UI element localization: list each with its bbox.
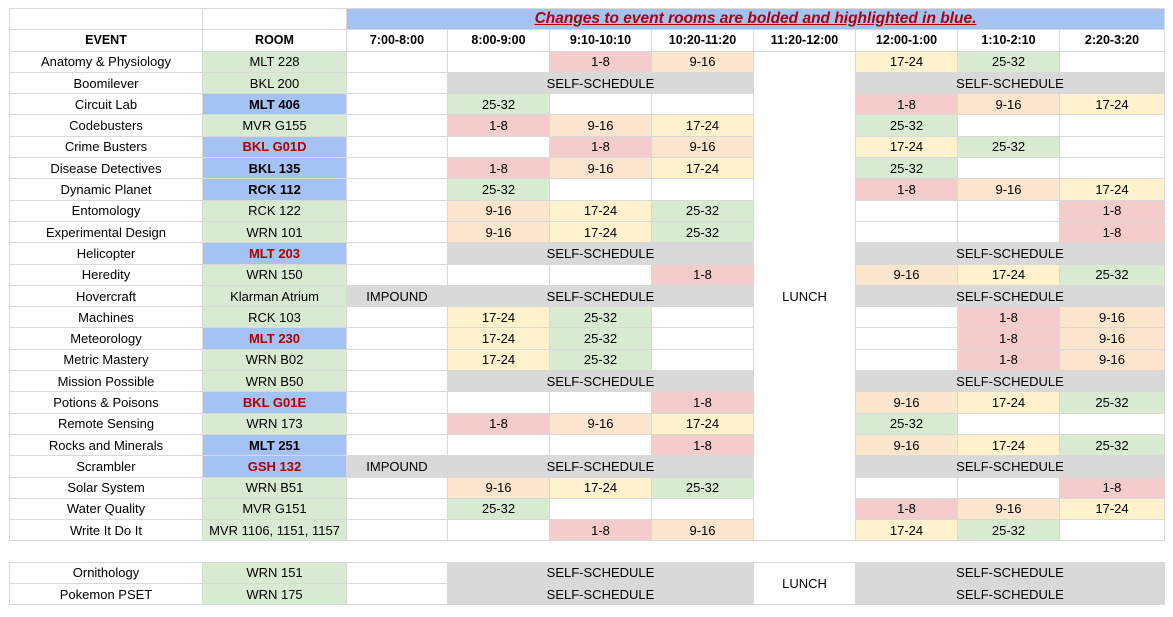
time-slot: 1-8 xyxy=(652,392,754,413)
time-slot: 9-16 xyxy=(448,221,550,242)
time-slot xyxy=(347,307,448,328)
time-slot xyxy=(347,392,448,413)
table-row xyxy=(10,264,1165,285)
event-name: Ornithology xyxy=(10,562,203,583)
time-slot xyxy=(856,477,958,498)
time-slot xyxy=(550,179,652,200)
event-name: Circuit Lab xyxy=(10,94,203,115)
room-cell: MLT 203 xyxy=(203,243,347,264)
time-slot xyxy=(347,158,448,179)
time-slot xyxy=(347,264,448,285)
time-slot: 17-24 xyxy=(448,328,550,349)
room-cell: BKL G01E xyxy=(203,392,347,413)
time-slot xyxy=(958,158,1060,179)
table-row xyxy=(10,562,1165,583)
time-slot xyxy=(347,221,448,242)
table-row xyxy=(10,349,1165,370)
time-slot: 9-16 xyxy=(652,136,754,157)
time-slot: 17-24 xyxy=(550,221,652,242)
event-name: Entomology xyxy=(10,200,203,221)
column-header: 8:00-9:00 xyxy=(448,30,550,51)
time-slot: 1-8 xyxy=(652,434,754,455)
time-slot: SELF-SCHEDULE xyxy=(448,285,754,306)
room-cell: MVR 1106, 1151, 1157 xyxy=(203,520,347,541)
event-name: Dynamic Planet xyxy=(10,179,203,200)
event-name: Codebusters xyxy=(10,115,203,136)
time-slot: 17-24 xyxy=(652,413,754,434)
time-slot xyxy=(347,94,448,115)
time-slot: 9-16 xyxy=(550,413,652,434)
time-slot: 25-32 xyxy=(652,477,754,498)
time-slot: 9-16 xyxy=(652,51,754,72)
table-row xyxy=(10,413,1165,434)
time-slot xyxy=(550,434,652,455)
time-slot: 9-16 xyxy=(448,200,550,221)
time-slot: SELF-SCHEDULE xyxy=(856,562,1165,583)
time-slot xyxy=(347,498,448,519)
time-slot xyxy=(347,562,448,583)
time-slot xyxy=(448,520,550,541)
time-slot xyxy=(347,51,448,72)
room-cell: MLT 251 xyxy=(203,434,347,455)
time-slot: 9-16 xyxy=(958,179,1060,200)
time-slot: 25-32 xyxy=(550,307,652,328)
time-slot: 25-32 xyxy=(448,179,550,200)
event-name: Boomilever xyxy=(10,72,203,93)
column-header: 12:00-1:00 xyxy=(856,30,958,51)
event-name: Crime Busters xyxy=(10,136,203,157)
notice-banner: Changes to event rooms are bolded and highlighted in blue. xyxy=(347,9,1165,30)
time-slot: SELF-SCHEDULE xyxy=(856,243,1165,264)
event-name: Heredity xyxy=(10,264,203,285)
time-slot: 9-16 xyxy=(856,434,958,455)
time-slot xyxy=(958,477,1060,498)
time-slot xyxy=(448,136,550,157)
room-cell: MVR G151 xyxy=(203,498,347,519)
time-slot: 1-8 xyxy=(958,349,1060,370)
table-row xyxy=(10,520,1165,541)
time-slot: 9-16 xyxy=(448,477,550,498)
time-slot: 9-16 xyxy=(550,115,652,136)
event-name: Pokemon PSET xyxy=(10,584,203,605)
time-slot: 1-8 xyxy=(958,307,1060,328)
time-slot xyxy=(347,136,448,157)
table-row xyxy=(10,328,1165,349)
time-slot: 1-8 xyxy=(856,179,958,200)
time-slot: 17-24 xyxy=(1060,94,1165,115)
table-row xyxy=(10,115,1165,136)
time-slot xyxy=(958,115,1060,136)
table-row xyxy=(10,371,1165,392)
table-row xyxy=(10,285,1165,306)
room-cell: WRN B02 xyxy=(203,349,347,370)
time-slot: 17-24 xyxy=(1060,498,1165,519)
room-cell: WRN 151 xyxy=(203,562,347,583)
time-slot: 1-8 xyxy=(448,115,550,136)
time-slot: 1-8 xyxy=(856,94,958,115)
time-slot: 25-32 xyxy=(856,413,958,434)
blank-cell xyxy=(203,9,347,30)
time-slot xyxy=(347,200,448,221)
time-slot xyxy=(347,413,448,434)
time-slot: 25-32 xyxy=(550,349,652,370)
blank-cell xyxy=(10,9,203,30)
event-name: Remote Sensing xyxy=(10,413,203,434)
event-name: Meteorology xyxy=(10,328,203,349)
time-slot xyxy=(550,392,652,413)
notice-row xyxy=(10,9,1165,30)
time-slot: SELF-SCHEDULE xyxy=(448,562,754,583)
event-name: Hovercraft xyxy=(10,285,203,306)
room-cell: MLT 406 xyxy=(203,94,347,115)
time-slot: 17-24 xyxy=(958,392,1060,413)
time-slot xyxy=(652,328,754,349)
table-row xyxy=(10,221,1165,242)
time-slot: 1-8 xyxy=(550,51,652,72)
room-cell: Klarman Atrium xyxy=(203,285,347,306)
time-slot: 25-32 xyxy=(448,94,550,115)
table-row xyxy=(10,158,1165,179)
room-cell: GSH 132 xyxy=(203,456,347,477)
lunch-cell: LUNCH xyxy=(754,51,856,541)
time-slot: 25-32 xyxy=(958,520,1060,541)
event-name: Water Quality xyxy=(10,498,203,519)
column-header: ROOM xyxy=(203,30,347,51)
time-slot: 9-16 xyxy=(1060,328,1165,349)
time-slot xyxy=(856,200,958,221)
table-row xyxy=(10,477,1165,498)
time-slot: 9-16 xyxy=(1060,307,1165,328)
time-slot: SELF-SCHEDULE xyxy=(856,72,1165,93)
time-slot xyxy=(347,477,448,498)
time-slot xyxy=(958,221,1060,242)
room-cell: MVR G155 xyxy=(203,115,347,136)
room-cell: RCK 122 xyxy=(203,200,347,221)
time-slot: 9-16 xyxy=(958,94,1060,115)
room-cell: BKL G01D xyxy=(203,136,347,157)
time-slot xyxy=(448,264,550,285)
time-slot: 1-8 xyxy=(448,413,550,434)
column-header: 7:00-8:00 xyxy=(347,30,448,51)
room-cell: WRN 173 xyxy=(203,413,347,434)
time-slot: 17-24 xyxy=(856,520,958,541)
time-slot: 9-16 xyxy=(652,520,754,541)
time-slot: 25-32 xyxy=(652,221,754,242)
column-header: 9:10-10:10 xyxy=(550,30,652,51)
time-slot: SELF-SCHEDULE xyxy=(856,371,1165,392)
time-slot xyxy=(448,434,550,455)
time-slot: SELF-SCHEDULE xyxy=(448,584,754,605)
room-cell: RCK 112 xyxy=(203,179,347,200)
time-slot: SELF-SCHEDULE xyxy=(856,285,1165,306)
table-row xyxy=(10,434,1165,455)
time-slot: IMPOUND xyxy=(347,285,448,306)
room-cell: BKL 200 xyxy=(203,72,347,93)
time-slot: SELF-SCHEDULE xyxy=(856,584,1165,605)
time-slot xyxy=(652,307,754,328)
time-slot: IMPOUND xyxy=(347,456,448,477)
column-header: EVENT xyxy=(10,30,203,51)
time-slot xyxy=(550,498,652,519)
event-name: Anatomy & Physiology xyxy=(10,51,203,72)
time-slot xyxy=(347,434,448,455)
time-slot: 25-32 xyxy=(1060,392,1165,413)
time-slot: 25-32 xyxy=(1060,434,1165,455)
time-slot: 1-8 xyxy=(1060,477,1165,498)
room-cell: MLT 230 xyxy=(203,328,347,349)
time-slot: 17-24 xyxy=(448,349,550,370)
time-slot xyxy=(1060,115,1165,136)
table-row xyxy=(10,243,1165,264)
column-header: 2:20-3:20 xyxy=(1060,30,1165,51)
time-slot: 9-16 xyxy=(958,498,1060,519)
time-slot: 17-24 xyxy=(958,264,1060,285)
event-name: Experimental Design xyxy=(10,221,203,242)
table-row xyxy=(10,498,1165,519)
schedule-table xyxy=(9,8,1165,605)
time-slot: 25-32 xyxy=(856,115,958,136)
table-row xyxy=(10,456,1165,477)
time-slot: 25-32 xyxy=(856,158,958,179)
time-slot: 25-32 xyxy=(652,200,754,221)
time-slot: 1-8 xyxy=(958,328,1060,349)
time-slot xyxy=(347,179,448,200)
time-slot xyxy=(958,200,1060,221)
time-slot: SELF-SCHEDULE xyxy=(448,72,754,93)
time-slot xyxy=(958,413,1060,434)
time-slot xyxy=(550,264,652,285)
spacer-row xyxy=(10,541,1165,562)
column-header: 1:10-2:10 xyxy=(958,30,1060,51)
time-slot: 1-8 xyxy=(652,264,754,285)
table-row xyxy=(10,307,1165,328)
time-slot: 17-24 xyxy=(856,51,958,72)
time-slot xyxy=(856,349,958,370)
time-slot: 17-24 xyxy=(550,477,652,498)
time-slot xyxy=(1060,158,1165,179)
time-slot: 9-16 xyxy=(856,392,958,413)
time-slot xyxy=(652,179,754,200)
time-slot: SELF-SCHEDULE xyxy=(448,243,754,264)
time-slot: 9-16 xyxy=(856,264,958,285)
time-slot xyxy=(347,371,448,392)
event-name: Rocks and Minerals xyxy=(10,434,203,455)
table-row xyxy=(10,200,1165,221)
time-slot: 25-32 xyxy=(448,498,550,519)
time-slot xyxy=(347,72,448,93)
event-name: Disease Detectives xyxy=(10,158,203,179)
time-slot xyxy=(652,349,754,370)
room-cell: WRN B51 xyxy=(203,477,347,498)
time-slot: 1-8 xyxy=(550,520,652,541)
time-slot: SELF-SCHEDULE xyxy=(448,371,754,392)
time-slot xyxy=(856,328,958,349)
time-slot: 25-32 xyxy=(550,328,652,349)
room-cell: WRN 101 xyxy=(203,221,347,242)
time-slot xyxy=(652,498,754,519)
time-slot xyxy=(1060,51,1165,72)
room-cell: BKL 135 xyxy=(203,158,347,179)
time-slot xyxy=(448,392,550,413)
event-name: Scrambler xyxy=(10,456,203,477)
column-header: 11:20-12:00 xyxy=(754,30,856,51)
time-slot: 1-8 xyxy=(550,136,652,157)
event-name: Helicopter xyxy=(10,243,203,264)
time-slot xyxy=(1060,520,1165,541)
event-name: Metric Mastery xyxy=(10,349,203,370)
time-slot: 1-8 xyxy=(856,498,958,519)
table-row xyxy=(10,179,1165,200)
column-header: 10:20-11:20 xyxy=(652,30,754,51)
time-slot xyxy=(652,94,754,115)
time-slot: 1-8 xyxy=(448,158,550,179)
time-slot: 1-8 xyxy=(1060,200,1165,221)
time-slot: 17-24 xyxy=(652,158,754,179)
table-row xyxy=(10,94,1165,115)
time-slot: 9-16 xyxy=(550,158,652,179)
event-name: Potions & Poisons xyxy=(10,392,203,413)
time-slot xyxy=(347,520,448,541)
table-row xyxy=(10,51,1165,72)
time-slot xyxy=(347,115,448,136)
table-row xyxy=(10,392,1165,413)
time-slot: 25-32 xyxy=(958,136,1060,157)
spacer-cell xyxy=(10,541,1165,562)
time-slot xyxy=(1060,413,1165,434)
time-slot: 17-24 xyxy=(856,136,958,157)
time-slot xyxy=(347,584,448,605)
time-slot: 25-32 xyxy=(1060,264,1165,285)
time-slot: SELF-SCHEDULE xyxy=(448,456,754,477)
lunch-cell: LUNCH xyxy=(754,562,856,605)
room-cell: MLT 228 xyxy=(203,51,347,72)
event-name: Write It Do It xyxy=(10,520,203,541)
time-slot xyxy=(347,349,448,370)
time-slot: 17-24 xyxy=(958,434,1060,455)
time-slot xyxy=(856,221,958,242)
time-slot: SELF-SCHEDULE xyxy=(856,456,1165,477)
time-slot: 17-24 xyxy=(448,307,550,328)
time-slot xyxy=(856,307,958,328)
table-row xyxy=(10,72,1165,93)
time-slot: 25-32 xyxy=(958,51,1060,72)
table-row xyxy=(10,136,1165,157)
time-slot: 17-24 xyxy=(550,200,652,221)
room-cell: RCK 103 xyxy=(203,307,347,328)
time-slot: 1-8 xyxy=(1060,221,1165,242)
time-slot xyxy=(347,243,448,264)
time-slot xyxy=(550,94,652,115)
header-row xyxy=(10,30,1165,51)
time-slot: 17-24 xyxy=(652,115,754,136)
event-name: Mission Possible xyxy=(10,371,203,392)
room-cell: WRN 150 xyxy=(203,264,347,285)
time-slot xyxy=(1060,136,1165,157)
room-cell: WRN 175 xyxy=(203,584,347,605)
time-slot xyxy=(448,51,550,72)
event-name: Solar System xyxy=(10,477,203,498)
event-name: Machines xyxy=(10,307,203,328)
time-slot: 17-24 xyxy=(1060,179,1165,200)
room-cell: WRN B50 xyxy=(203,371,347,392)
time-slot: 9-16 xyxy=(1060,349,1165,370)
table-row xyxy=(10,584,1165,605)
time-slot xyxy=(347,328,448,349)
